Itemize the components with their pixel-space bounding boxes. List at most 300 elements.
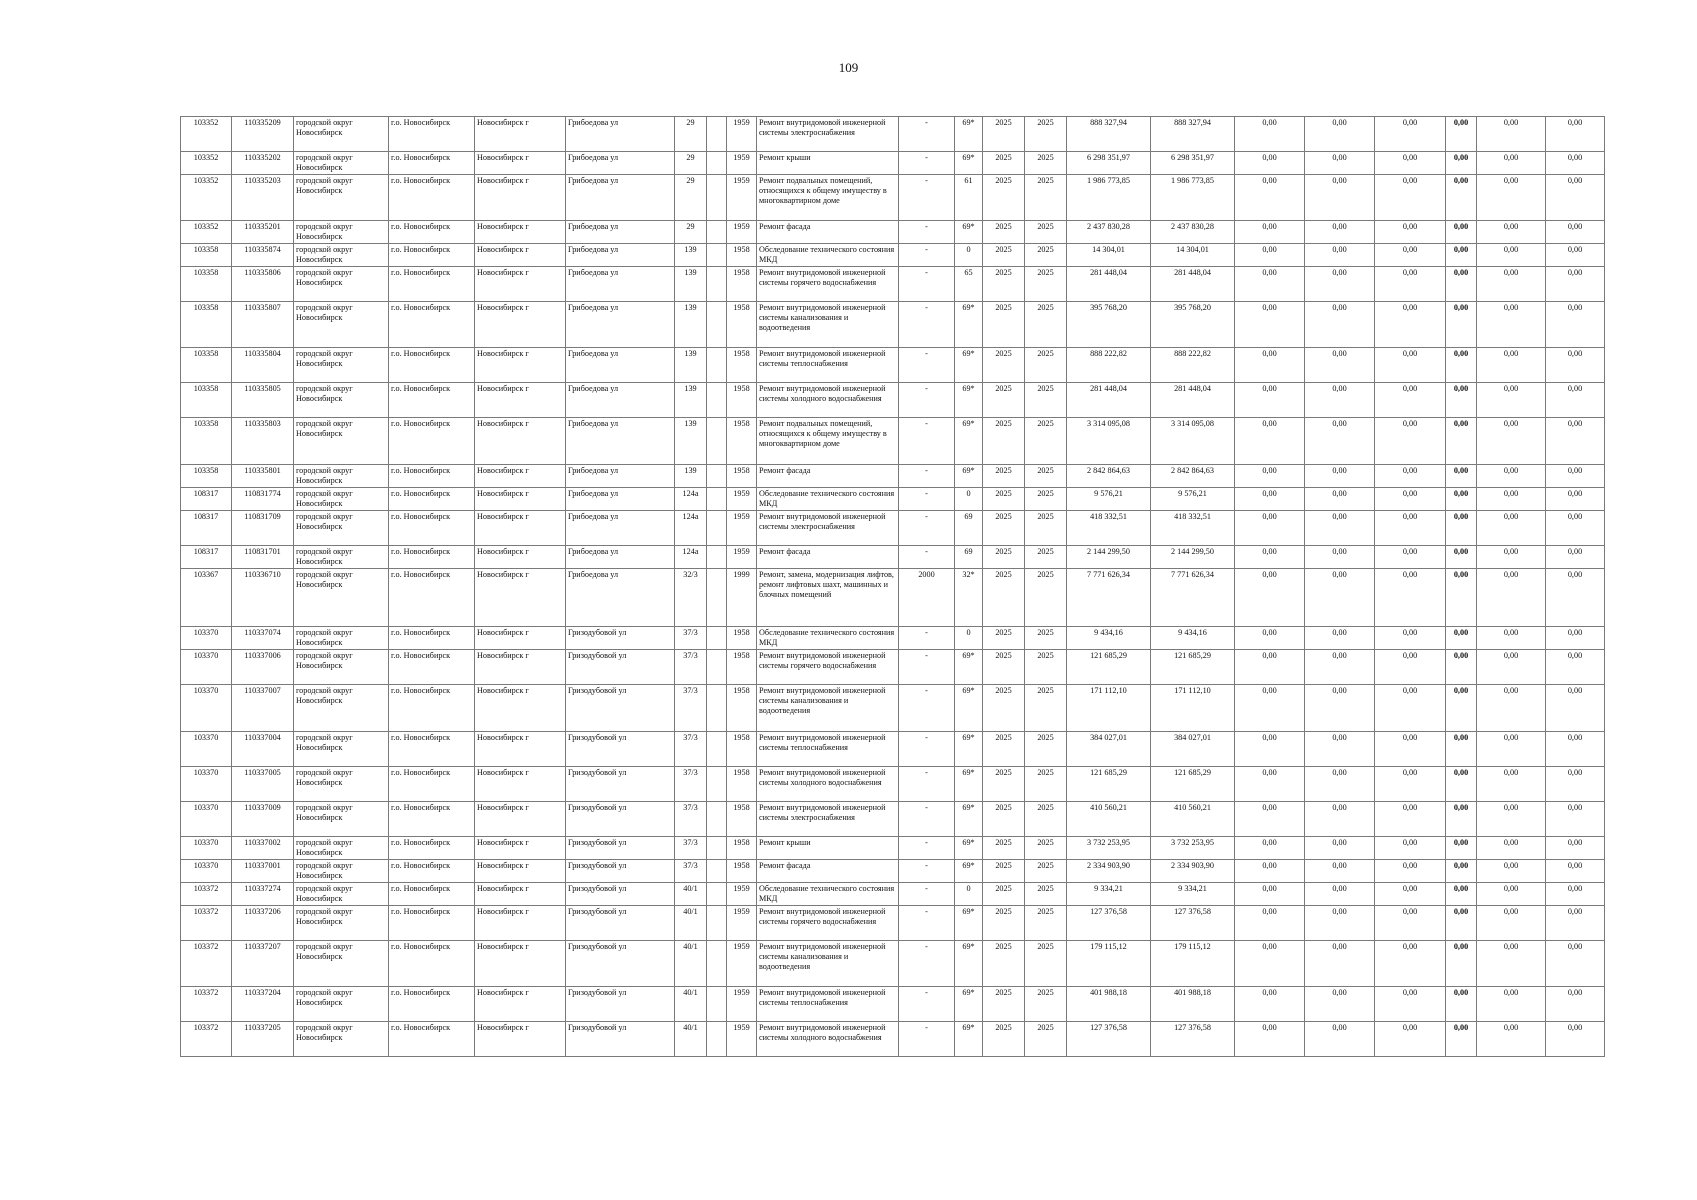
fund-cost-cell: 2 334 903,90 bbox=[1151, 860, 1235, 883]
settlement-cell: г.о. Новосибирск bbox=[389, 175, 475, 221]
total-cost-cell: 395 768,20 bbox=[1067, 302, 1151, 348]
lift-year-cell: - bbox=[899, 383, 955, 418]
house-number-cell: 139 bbox=[675, 383, 707, 418]
street-cell: Грибоедова ул bbox=[566, 302, 675, 348]
work-code-cell: 110335202 bbox=[232, 152, 294, 175]
work-type-cell: Ремонт внутридомовой инженерной системы канализования и водоотведения bbox=[757, 941, 899, 987]
house-number-cell: 29 bbox=[675, 152, 707, 175]
settlement-cell: г.о. Новосибирск bbox=[389, 627, 475, 650]
building-cell bbox=[707, 267, 727, 302]
build-year-cell: 1958 bbox=[727, 650, 757, 685]
street-cell: Грибоедова ул bbox=[566, 569, 675, 627]
plan-year-start-cell: 2025 bbox=[983, 987, 1025, 1022]
lift-year-cell: - bbox=[899, 348, 955, 383]
funding-source-6-cell: 0,00 bbox=[1546, 546, 1605, 569]
total-cost-cell: 888 327,94 bbox=[1067, 117, 1151, 152]
funding-source-4-cell: 0,00 bbox=[1446, 348, 1477, 383]
house-id-cell: 108317 bbox=[181, 546, 232, 569]
plan-year-start-cell: 2025 bbox=[983, 465, 1025, 488]
total-cost-cell: 9 434,16 bbox=[1067, 627, 1151, 650]
plan-year-end-cell: 2025 bbox=[1025, 511, 1067, 546]
house-number-cell: 40/1 bbox=[675, 941, 707, 987]
house-id-cell: 103352 bbox=[181, 117, 232, 152]
house-id-cell: 103358 bbox=[181, 244, 232, 267]
funding-source-5-cell: 0,00 bbox=[1477, 244, 1546, 267]
building-cell bbox=[707, 627, 727, 650]
fund-cost-cell: 7 771 626,34 bbox=[1151, 569, 1235, 627]
funding-source-3-cell: 0,00 bbox=[1375, 941, 1446, 987]
city-cell: Новосибирск г bbox=[475, 767, 566, 802]
lift-year-cell: - bbox=[899, 650, 955, 685]
total-cost-cell: 6 298 351,97 bbox=[1067, 152, 1151, 175]
build-year-cell: 1958 bbox=[727, 348, 757, 383]
plan-year-start-cell: 2025 bbox=[983, 175, 1025, 221]
street-cell: Гризодубовой ул bbox=[566, 767, 675, 802]
wear-cell: 69* bbox=[955, 152, 983, 175]
plan-year-start-cell: 2025 bbox=[983, 650, 1025, 685]
fund-cost-cell: 3 314 095,08 bbox=[1151, 418, 1235, 465]
plan-year-end-cell: 2025 bbox=[1025, 152, 1067, 175]
total-cost-cell: 888 222,82 bbox=[1067, 348, 1151, 383]
plan-year-start-cell: 2025 bbox=[983, 767, 1025, 802]
funding-source-1-cell: 0,00 bbox=[1235, 767, 1305, 802]
house-number-cell: 37/3 bbox=[675, 732, 707, 767]
funding-source-1-cell: 0,00 bbox=[1235, 732, 1305, 767]
plan-year-start-cell: 2025 bbox=[983, 1022, 1025, 1057]
build-year-cell: 1959 bbox=[727, 221, 757, 244]
total-cost-cell: 14 304,01 bbox=[1067, 244, 1151, 267]
funding-source-2-cell: 0,00 bbox=[1305, 860, 1375, 883]
build-year-cell: 1959 bbox=[727, 488, 757, 511]
funding-source-2-cell: 0,00 bbox=[1305, 488, 1375, 511]
work-code-cell: 110337009 bbox=[232, 802, 294, 837]
table-row bbox=[181, 627, 1605, 650]
funding-source-3-cell: 0,00 bbox=[1375, 244, 1446, 267]
build-year-cell: 1958 bbox=[727, 465, 757, 488]
plan-year-end-cell: 2025 bbox=[1025, 244, 1067, 267]
plan-year-start-cell: 2025 bbox=[983, 627, 1025, 650]
wear-cell: 69 bbox=[955, 511, 983, 546]
total-cost-cell: 121 685,29 bbox=[1067, 767, 1151, 802]
funding-source-1-cell: 0,00 bbox=[1235, 627, 1305, 650]
wear-cell: 69* bbox=[955, 117, 983, 152]
lift-year-cell: - bbox=[899, 117, 955, 152]
plan-year-end-cell: 2025 bbox=[1025, 627, 1067, 650]
wear-cell: 0 bbox=[955, 488, 983, 511]
municipality-cell: городской округ Новосибирск bbox=[294, 906, 389, 941]
wear-cell: 69* bbox=[955, 987, 983, 1022]
building-cell bbox=[707, 152, 727, 175]
table-row bbox=[181, 383, 1605, 418]
house-id-cell: 108317 bbox=[181, 511, 232, 546]
street-cell: Гризодубовой ул bbox=[566, 627, 675, 650]
funding-source-4-cell: 0,00 bbox=[1446, 685, 1477, 732]
funding-source-2-cell: 0,00 bbox=[1305, 883, 1375, 906]
funding-source-6-cell: 0,00 bbox=[1546, 941, 1605, 987]
wear-cell: 69* bbox=[955, 383, 983, 418]
funding-source-6-cell: 0,00 bbox=[1546, 348, 1605, 383]
lift-year-cell: - bbox=[899, 941, 955, 987]
total-cost-cell: 2 437 830,28 bbox=[1067, 221, 1151, 244]
funding-source-5-cell: 0,00 bbox=[1477, 837, 1546, 860]
wear-cell: 69* bbox=[955, 802, 983, 837]
work-code-cell: 110337074 bbox=[232, 627, 294, 650]
municipality-cell: городской округ Новосибирск bbox=[294, 348, 389, 383]
work-type-cell: Ремонт подвальных помещений, относящихся к общему имуществу в многоквартирном доме bbox=[757, 175, 899, 221]
work-type-cell: Ремонт внутридомовой инженерной системы холодного водоснабжения bbox=[757, 1022, 899, 1057]
table-row bbox=[181, 175, 1605, 221]
wear-cell: 69* bbox=[955, 650, 983, 685]
plan-year-end-cell: 2025 bbox=[1025, 348, 1067, 383]
building-cell bbox=[707, 302, 727, 348]
lift-year-cell: - bbox=[899, 546, 955, 569]
total-cost-cell: 9 576,21 bbox=[1067, 488, 1151, 511]
funding-source-6-cell: 0,00 bbox=[1546, 418, 1605, 465]
fund-cost-cell: 395 768,20 bbox=[1151, 302, 1235, 348]
funding-source-5-cell: 0,00 bbox=[1477, 302, 1546, 348]
funding-source-4-cell: 0,00 bbox=[1446, 860, 1477, 883]
table-row bbox=[181, 987, 1605, 1022]
house-id-cell: 103370 bbox=[181, 732, 232, 767]
building-cell bbox=[707, 732, 727, 767]
funding-source-3-cell: 0,00 bbox=[1375, 1022, 1446, 1057]
funding-source-5-cell: 0,00 bbox=[1477, 883, 1546, 906]
street-cell: Грибоедова ул bbox=[566, 221, 675, 244]
municipality-cell: городской округ Новосибирск bbox=[294, 302, 389, 348]
municipality-cell: городской округ Новосибирск bbox=[294, 221, 389, 244]
funding-source-3-cell: 0,00 bbox=[1375, 627, 1446, 650]
funding-source-5-cell: 0,00 bbox=[1477, 1022, 1546, 1057]
house-id-cell: 103372 bbox=[181, 987, 232, 1022]
settlement-cell: г.о. Новосибирск bbox=[389, 883, 475, 906]
plan-year-start-cell: 2025 bbox=[983, 941, 1025, 987]
funding-source-2-cell: 0,00 bbox=[1305, 465, 1375, 488]
street-cell: Гризодубовой ул bbox=[566, 883, 675, 906]
building-cell bbox=[707, 569, 727, 627]
settlement-cell: г.о. Новосибирск bbox=[389, 1022, 475, 1057]
build-year-cell: 1959 bbox=[727, 511, 757, 546]
funding-source-5-cell: 0,00 bbox=[1477, 221, 1546, 244]
funding-source-2-cell: 0,00 bbox=[1305, 906, 1375, 941]
work-type-cell: Ремонт, замена, модернизация лифтов, ремонт лифтовых шахт, машинных и блочных помещений bbox=[757, 569, 899, 627]
plan-year-start-cell: 2025 bbox=[983, 244, 1025, 267]
funding-source-3-cell: 0,00 bbox=[1375, 175, 1446, 221]
municipality-cell: городской округ Новосибирск bbox=[294, 488, 389, 511]
municipality-cell: городской округ Новосибирск bbox=[294, 860, 389, 883]
settlement-cell: г.о. Новосибирск bbox=[389, 860, 475, 883]
settlement-cell: г.о. Новосибирск bbox=[389, 348, 475, 383]
fund-cost-cell: 281 448,04 bbox=[1151, 267, 1235, 302]
total-cost-cell: 2 144 299,50 bbox=[1067, 546, 1151, 569]
total-cost-cell: 127 376,58 bbox=[1067, 1022, 1151, 1057]
funding-source-4-cell: 0,00 bbox=[1446, 837, 1477, 860]
table-row bbox=[181, 117, 1605, 152]
repair-register-table bbox=[180, 116, 1605, 1057]
table-row bbox=[181, 546, 1605, 569]
settlement-cell: г.о. Новосибирск bbox=[389, 302, 475, 348]
funding-source-2-cell: 0,00 bbox=[1305, 511, 1375, 546]
lift-year-cell: - bbox=[899, 802, 955, 837]
work-code-cell: 110337001 bbox=[232, 860, 294, 883]
funding-source-4-cell: 0,00 bbox=[1446, 488, 1477, 511]
funding-source-6-cell: 0,00 bbox=[1546, 465, 1605, 488]
city-cell: Новосибирск г bbox=[475, 221, 566, 244]
funding-source-6-cell: 0,00 bbox=[1546, 1022, 1605, 1057]
funding-source-3-cell: 0,00 bbox=[1375, 569, 1446, 627]
work-type-cell: Ремонт внутридомовой инженерной системы горячего водоснабжения bbox=[757, 650, 899, 685]
total-cost-cell: 7 771 626,34 bbox=[1067, 569, 1151, 627]
work-type-cell: Ремонт фасада bbox=[757, 465, 899, 488]
funding-source-4-cell: 0,00 bbox=[1446, 465, 1477, 488]
plan-year-end-cell: 2025 bbox=[1025, 569, 1067, 627]
plan-year-end-cell: 2025 bbox=[1025, 941, 1067, 987]
municipality-cell: городской округ Новосибирск bbox=[294, 941, 389, 987]
municipality-cell: городской округ Новосибирск bbox=[294, 685, 389, 732]
work-type-cell: Ремонт внутридомовой инженерной системы электроснабжения bbox=[757, 117, 899, 152]
funding-source-5-cell: 0,00 bbox=[1477, 546, 1546, 569]
house-number-cell: 124а bbox=[675, 488, 707, 511]
work-code-cell: 110335801 bbox=[232, 465, 294, 488]
table-row bbox=[181, 767, 1605, 802]
funding-source-2-cell: 0,00 bbox=[1305, 348, 1375, 383]
work-code-cell: 110336710 bbox=[232, 569, 294, 627]
fund-cost-cell: 9 434,16 bbox=[1151, 627, 1235, 650]
funding-source-3-cell: 0,00 bbox=[1375, 117, 1446, 152]
funding-source-3-cell: 0,00 bbox=[1375, 152, 1446, 175]
total-cost-cell: 179 115,12 bbox=[1067, 941, 1151, 987]
fund-cost-cell: 2 437 830,28 bbox=[1151, 221, 1235, 244]
plan-year-end-cell: 2025 bbox=[1025, 117, 1067, 152]
wear-cell: 69* bbox=[955, 906, 983, 941]
total-cost-cell: 2 334 903,90 bbox=[1067, 860, 1151, 883]
total-cost-cell: 3 314 095,08 bbox=[1067, 418, 1151, 465]
house-number-cell: 29 bbox=[675, 117, 707, 152]
wear-cell: 69* bbox=[955, 685, 983, 732]
table-row bbox=[181, 1022, 1605, 1057]
street-cell: Гризодубовой ул bbox=[566, 941, 675, 987]
house-number-cell: 37/3 bbox=[675, 837, 707, 860]
funding-source-1-cell: 0,00 bbox=[1235, 465, 1305, 488]
funding-source-1-cell: 0,00 bbox=[1235, 987, 1305, 1022]
page-number: 109 bbox=[838, 60, 859, 75]
house-number-cell: 40/1 bbox=[675, 906, 707, 941]
building-cell bbox=[707, 383, 727, 418]
funding-source-6-cell: 0,00 bbox=[1546, 488, 1605, 511]
funding-source-1-cell: 0,00 bbox=[1235, 418, 1305, 465]
table-row bbox=[181, 685, 1605, 732]
building-cell bbox=[707, 1022, 727, 1057]
street-cell: Грибоедова ул bbox=[566, 152, 675, 175]
plan-year-end-cell: 2025 bbox=[1025, 883, 1067, 906]
funding-source-4-cell: 0,00 bbox=[1446, 511, 1477, 546]
funding-source-4-cell: 0,00 bbox=[1446, 383, 1477, 418]
funding-source-4-cell: 0,00 bbox=[1446, 987, 1477, 1022]
lift-year-cell: - bbox=[899, 511, 955, 546]
plan-year-end-cell: 2025 bbox=[1025, 302, 1067, 348]
funding-source-3-cell: 0,00 bbox=[1375, 860, 1446, 883]
city-cell: Новосибирск г bbox=[475, 465, 566, 488]
house-id-cell: 108317 bbox=[181, 488, 232, 511]
city-cell: Новосибирск г bbox=[475, 732, 566, 767]
work-code-cell: 110337002 bbox=[232, 837, 294, 860]
city-cell: Новосибирск г bbox=[475, 546, 566, 569]
funding-source-4-cell: 0,00 bbox=[1446, 1022, 1477, 1057]
city-cell: Новосибирск г bbox=[475, 802, 566, 837]
settlement-cell: г.о. Новосибирск bbox=[389, 488, 475, 511]
house-id-cell: 103358 bbox=[181, 267, 232, 302]
lift-year-cell: 2000 bbox=[899, 569, 955, 627]
work-type-cell: Ремонт внутридомовой инженерной системы канализования и водоотведения bbox=[757, 302, 899, 348]
work-code-cell: 110337207 bbox=[232, 941, 294, 987]
funding-source-6-cell: 0,00 bbox=[1546, 511, 1605, 546]
table-row bbox=[181, 802, 1605, 837]
funding-source-2-cell: 0,00 bbox=[1305, 267, 1375, 302]
settlement-cell: г.о. Новосибирск bbox=[389, 837, 475, 860]
funding-source-5-cell: 0,00 bbox=[1477, 802, 1546, 837]
work-type-cell: Ремонт внутридомовой инженерной системы канализования и водоотведения bbox=[757, 685, 899, 732]
house-id-cell: 103352 bbox=[181, 152, 232, 175]
build-year-cell: 1959 bbox=[727, 152, 757, 175]
house-id-cell: 103352 bbox=[181, 175, 232, 221]
funding-source-4-cell: 0,00 bbox=[1446, 418, 1477, 465]
work-code-cell: 110337005 bbox=[232, 767, 294, 802]
build-year-cell: 1958 bbox=[727, 732, 757, 767]
build-year-cell: 1958 bbox=[727, 767, 757, 802]
table-body bbox=[181, 117, 1605, 1057]
settlement-cell: г.о. Новосибирск bbox=[389, 987, 475, 1022]
funding-source-2-cell: 0,00 bbox=[1305, 569, 1375, 627]
building-cell bbox=[707, 767, 727, 802]
city-cell: Новосибирск г bbox=[475, 883, 566, 906]
settlement-cell: г.о. Новосибирск bbox=[389, 383, 475, 418]
funding-source-1-cell: 0,00 bbox=[1235, 860, 1305, 883]
building-cell bbox=[707, 685, 727, 732]
building-cell bbox=[707, 941, 727, 987]
building-cell bbox=[707, 650, 727, 685]
funding-source-5-cell: 0,00 bbox=[1477, 941, 1546, 987]
house-number-cell: 37/3 bbox=[675, 685, 707, 732]
work-type-cell: Ремонт внутридомовой инженерной системы теплоснабжения bbox=[757, 348, 899, 383]
street-cell: Гризодубовой ул bbox=[566, 860, 675, 883]
city-cell: Новосибирск г bbox=[475, 650, 566, 685]
funding-source-3-cell: 0,00 bbox=[1375, 685, 1446, 732]
lift-year-cell: - bbox=[899, 860, 955, 883]
lift-year-cell: - bbox=[899, 837, 955, 860]
funding-source-6-cell: 0,00 bbox=[1546, 302, 1605, 348]
work-type-cell: Ремонт фасада bbox=[757, 546, 899, 569]
plan-year-end-cell: 2025 bbox=[1025, 802, 1067, 837]
wear-cell: 69* bbox=[955, 465, 983, 488]
funding-source-4-cell: 0,00 bbox=[1446, 627, 1477, 650]
funding-source-1-cell: 0,00 bbox=[1235, 511, 1305, 546]
table-row bbox=[181, 302, 1605, 348]
funding-source-5-cell: 0,00 bbox=[1477, 175, 1546, 221]
table-row bbox=[181, 244, 1605, 267]
funding-source-1-cell: 0,00 bbox=[1235, 1022, 1305, 1057]
plan-year-start-cell: 2025 bbox=[983, 685, 1025, 732]
street-cell: Грибоедова ул bbox=[566, 488, 675, 511]
building-cell bbox=[707, 117, 727, 152]
funding-source-3-cell: 0,00 bbox=[1375, 418, 1446, 465]
funding-source-3-cell: 0,00 bbox=[1375, 883, 1446, 906]
house-number-cell: 40/1 bbox=[675, 1022, 707, 1057]
street-cell: Грибоедова ул bbox=[566, 383, 675, 418]
house-number-cell: 139 bbox=[675, 302, 707, 348]
house-number-cell: 124а bbox=[675, 546, 707, 569]
build-year-cell: 1958 bbox=[727, 418, 757, 465]
plan-year-end-cell: 2025 bbox=[1025, 175, 1067, 221]
fund-cost-cell: 179 115,12 bbox=[1151, 941, 1235, 987]
table-row bbox=[181, 152, 1605, 175]
funding-source-3-cell: 0,00 bbox=[1375, 732, 1446, 767]
total-cost-cell: 418 332,51 bbox=[1067, 511, 1151, 546]
house-id-cell: 103370 bbox=[181, 837, 232, 860]
lift-year-cell: - bbox=[899, 152, 955, 175]
funding-source-6-cell: 0,00 bbox=[1546, 383, 1605, 418]
city-cell: Новосибирск г bbox=[475, 117, 566, 152]
city-cell: Новосибирск г bbox=[475, 569, 566, 627]
plan-year-start-cell: 2025 bbox=[983, 511, 1025, 546]
table-row bbox=[181, 906, 1605, 941]
funding-source-4-cell: 0,00 bbox=[1446, 650, 1477, 685]
fund-cost-cell: 418 332,51 bbox=[1151, 511, 1235, 546]
funding-source-2-cell: 0,00 bbox=[1305, 175, 1375, 221]
funding-source-3-cell: 0,00 bbox=[1375, 383, 1446, 418]
funding-source-2-cell: 0,00 bbox=[1305, 650, 1375, 685]
funding-source-1-cell: 0,00 bbox=[1235, 941, 1305, 987]
build-year-cell: 1959 bbox=[727, 883, 757, 906]
house-number-cell: 37/3 bbox=[675, 627, 707, 650]
building-cell bbox=[707, 987, 727, 1022]
plan-year-start-cell: 2025 bbox=[983, 860, 1025, 883]
plan-year-end-cell: 2025 bbox=[1025, 732, 1067, 767]
total-cost-cell: 121 685,29 bbox=[1067, 650, 1151, 685]
total-cost-cell: 384 027,01 bbox=[1067, 732, 1151, 767]
lift-year-cell: - bbox=[899, 767, 955, 802]
plan-year-end-cell: 2025 bbox=[1025, 221, 1067, 244]
funding-source-2-cell: 0,00 bbox=[1305, 732, 1375, 767]
house-number-cell: 40/1 bbox=[675, 883, 707, 906]
table-row bbox=[181, 465, 1605, 488]
wear-cell: 69* bbox=[955, 767, 983, 802]
fund-cost-cell: 121 685,29 bbox=[1151, 767, 1235, 802]
funding-source-2-cell: 0,00 bbox=[1305, 987, 1375, 1022]
municipality-cell: городской округ Новосибирск bbox=[294, 767, 389, 802]
funding-source-1-cell: 0,00 bbox=[1235, 302, 1305, 348]
work-code-cell: 110337206 bbox=[232, 906, 294, 941]
work-type-cell: Ремонт фасада bbox=[757, 860, 899, 883]
street-cell: Грибоедова ул bbox=[566, 546, 675, 569]
lift-year-cell: - bbox=[899, 987, 955, 1022]
building-cell bbox=[707, 546, 727, 569]
table-row bbox=[181, 348, 1605, 383]
building-cell bbox=[707, 860, 727, 883]
funding-source-4-cell: 0,00 bbox=[1446, 883, 1477, 906]
funding-source-4-cell: 0,00 bbox=[1446, 302, 1477, 348]
funding-source-5-cell: 0,00 bbox=[1477, 767, 1546, 802]
wear-cell: 69* bbox=[955, 221, 983, 244]
funding-source-2-cell: 0,00 bbox=[1305, 627, 1375, 650]
funding-source-5-cell: 0,00 bbox=[1477, 569, 1546, 627]
wear-cell: 69* bbox=[955, 348, 983, 383]
funding-source-6-cell: 0,00 bbox=[1546, 685, 1605, 732]
funding-source-3-cell: 0,00 bbox=[1375, 488, 1446, 511]
build-year-cell: 1958 bbox=[727, 685, 757, 732]
work-code-cell: 110337007 bbox=[232, 685, 294, 732]
fund-cost-cell: 2 144 299,50 bbox=[1151, 546, 1235, 569]
funding-source-6-cell: 0,00 bbox=[1546, 883, 1605, 906]
municipality-cell: городской округ Новосибирск bbox=[294, 802, 389, 837]
